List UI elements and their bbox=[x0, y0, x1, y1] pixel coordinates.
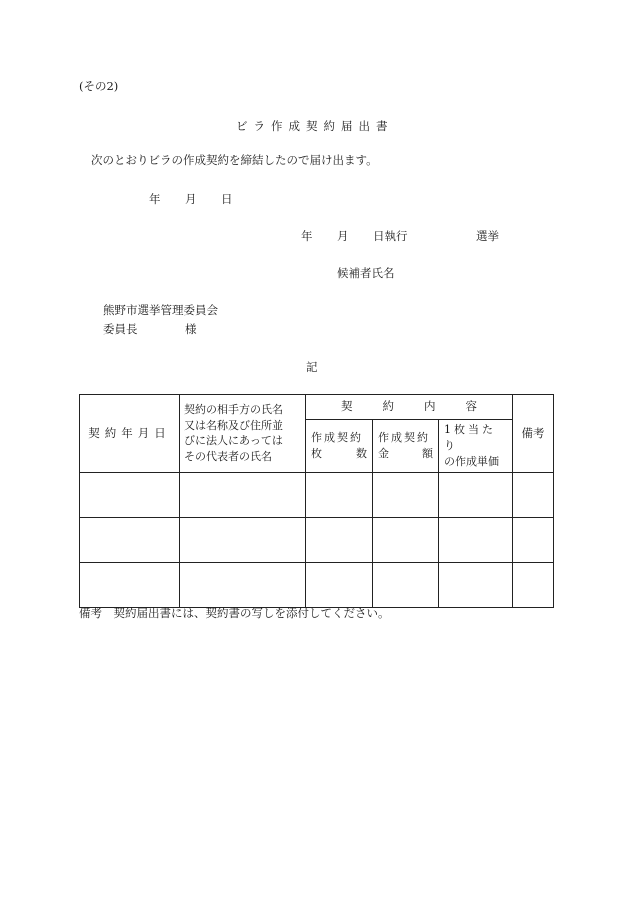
row1-party-cell[interactable] bbox=[180, 472, 306, 517]
header-qty-line1: 作成契約 bbox=[311, 430, 363, 444]
header-quantity bbox=[306, 420, 373, 473]
header-party-line: その代表者の氏名 bbox=[184, 450, 272, 464]
row1-date-cell[interactable] bbox=[80, 472, 180, 517]
date-day-label: 日 bbox=[221, 192, 233, 206]
addressee-title: 委員長 bbox=[103, 322, 138, 336]
row1-unit-price-cell[interactable] bbox=[439, 472, 513, 517]
header-party-line: 又は名称及び住所並 bbox=[184, 418, 283, 432]
row3-date-cell[interactable] bbox=[80, 562, 180, 607]
header-qty-char: 枚 bbox=[311, 446, 322, 460]
intro-text: 次のとおりビラの作成契約を締結したので届け出ます。 bbox=[91, 153, 378, 167]
table-row bbox=[80, 562, 554, 607]
row3-remarks-cell[interactable] bbox=[513, 562, 554, 607]
table-row bbox=[80, 517, 554, 562]
row1-quantity-cell[interactable] bbox=[306, 472, 373, 517]
row2-unit-price-cell[interactable] bbox=[439, 517, 513, 562]
header-amount-char: 金 bbox=[378, 446, 389, 460]
row3-party-cell[interactable] bbox=[180, 562, 306, 607]
candidate-name-label: 候補者氏名 bbox=[337, 266, 395, 280]
addressee-honorific: 様 bbox=[185, 322, 197, 336]
row1-amount-cell[interactable] bbox=[373, 472, 439, 517]
header-amount-line2 bbox=[378, 446, 433, 462]
row2-party-cell[interactable] bbox=[180, 517, 306, 562]
header-remarks: 備考 bbox=[513, 395, 554, 473]
table-header-row-1 bbox=[80, 395, 554, 420]
footnote: 備考 契約届出書には、契約書の写しを添付してください。 bbox=[79, 606, 390, 620]
header-contract-content bbox=[306, 395, 513, 420]
header-qty-line2 bbox=[311, 446, 367, 462]
date-year-label: 年 bbox=[149, 192, 161, 206]
header-qty-char: 数 bbox=[356, 446, 367, 460]
row1-remarks-cell[interactable] bbox=[513, 472, 554, 517]
election-month-label: 月 bbox=[337, 229, 349, 243]
row3-unit-price-cell[interactable] bbox=[439, 562, 513, 607]
row2-remarks-cell[interactable] bbox=[513, 517, 554, 562]
row2-date-cell[interactable] bbox=[80, 517, 180, 562]
election-year-label: 年 bbox=[301, 229, 313, 243]
header-content-label: 契約内容 bbox=[341, 399, 508, 414]
date-month-label: 月 bbox=[185, 192, 197, 206]
row3-quantity-cell[interactable] bbox=[306, 562, 373, 607]
header-unit-price bbox=[439, 420, 513, 473]
header-party-line: 契約の相手方の氏名 bbox=[184, 403, 283, 417]
row3-amount-cell[interactable] bbox=[373, 562, 439, 607]
header-amount-char: 額 bbox=[422, 446, 433, 460]
ki-label: 記 bbox=[306, 360, 318, 374]
header-party-line: びに法人にあっては bbox=[184, 434, 283, 448]
header-unit-line1: 1枚当たり bbox=[444, 423, 496, 452]
table-row bbox=[80, 472, 554, 517]
header-contract-date: 契約年月日 bbox=[80, 395, 180, 473]
header-amount bbox=[373, 420, 439, 473]
row2-quantity-cell[interactable] bbox=[306, 517, 373, 562]
header-amount-line1: 作成契約 bbox=[378, 430, 430, 444]
document-title: ビラ作成契約届出書 bbox=[236, 119, 394, 133]
header-unit-line2: の作成単価 bbox=[444, 454, 499, 468]
row2-amount-cell[interactable] bbox=[373, 517, 439, 562]
election-label: 選挙 bbox=[476, 229, 499, 243]
form-number: (その2) bbox=[79, 79, 119, 93]
election-day-label: 日執行 bbox=[373, 229, 408, 243]
contract-table bbox=[79, 394, 554, 608]
header-contract-party bbox=[180, 395, 306, 473]
addressee-org: 熊野市選挙管理委員会 bbox=[103, 303, 218, 317]
